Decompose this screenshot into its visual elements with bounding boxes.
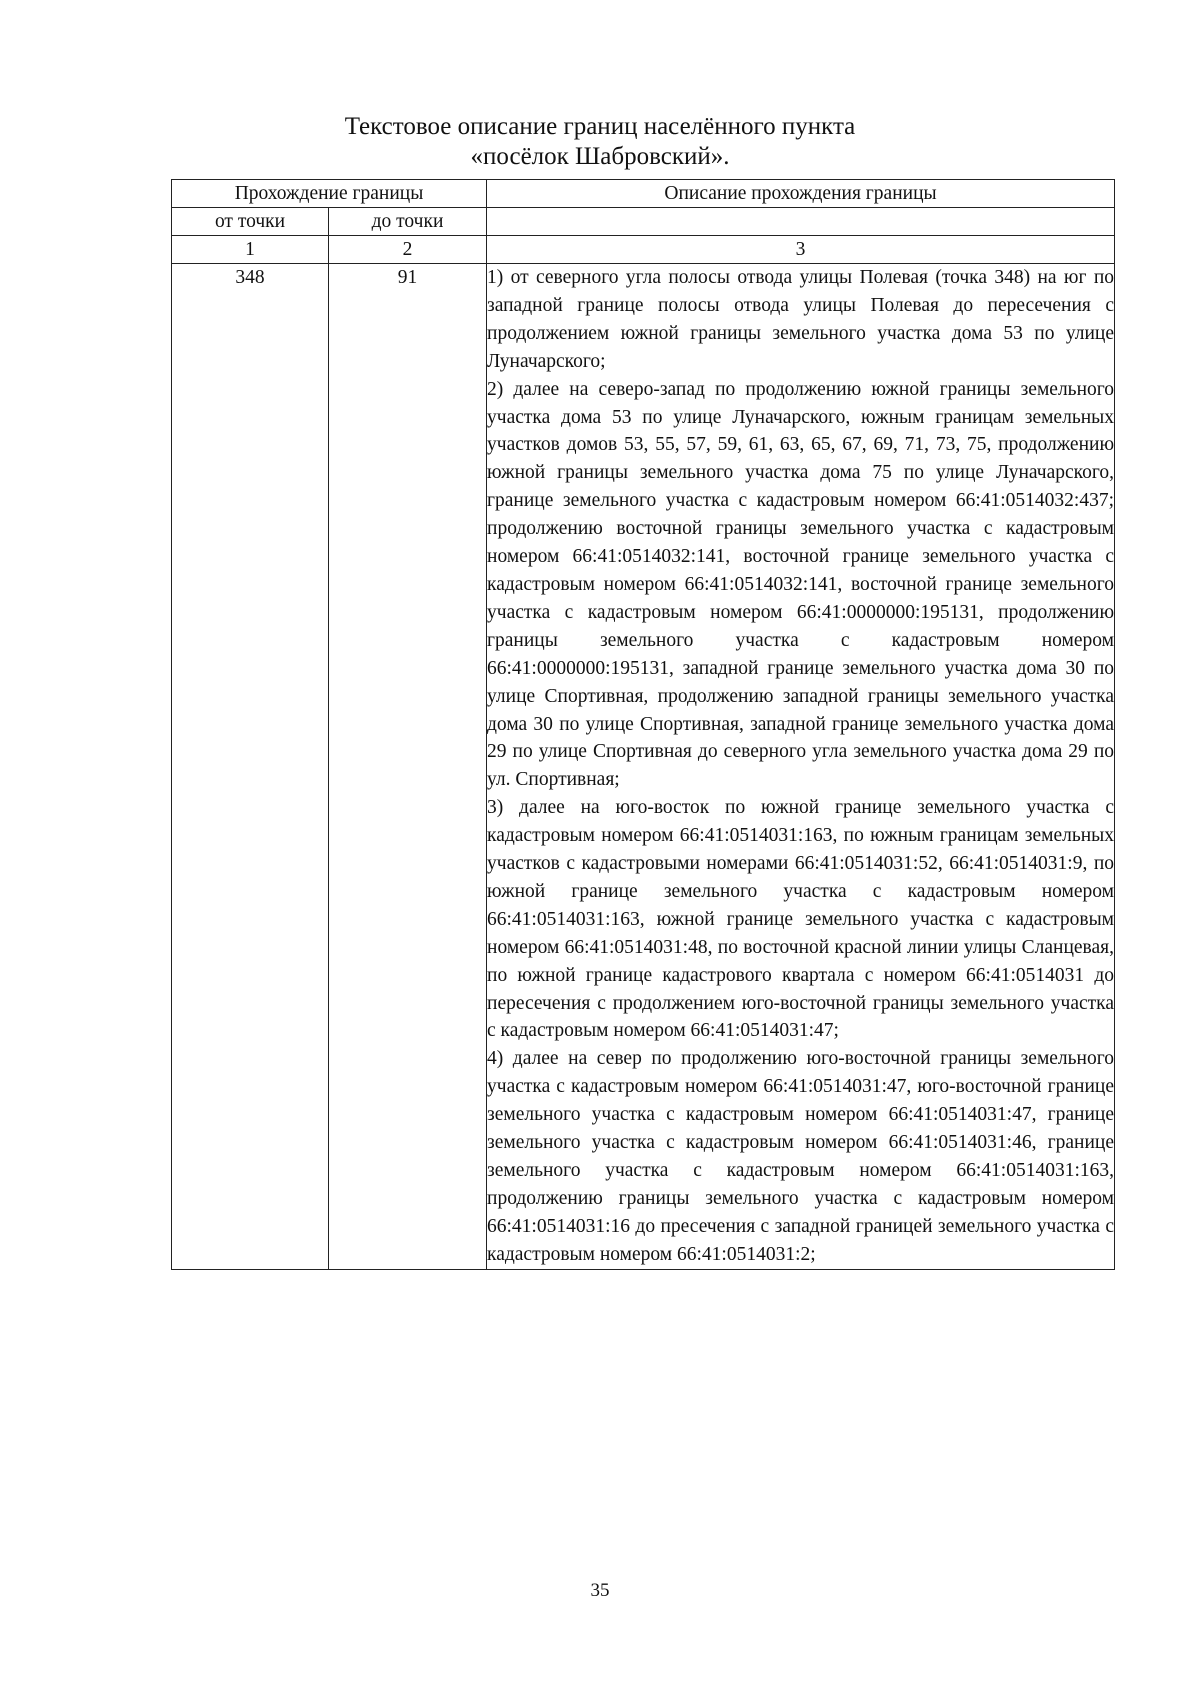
title-line-2: «посёлок Шабровский». xyxy=(470,143,730,170)
header-empty-cell xyxy=(487,208,1115,236)
boundary-table xyxy=(171,179,1115,1270)
page-number: 35 xyxy=(590,1580,610,1601)
boundary-description xyxy=(487,264,1115,1270)
column-number-1: 1 xyxy=(172,236,329,264)
header-from-point: от точки xyxy=(172,208,329,236)
description-paragraph-3: 3) далее на юго-восток по южной границе земельного участка с кадастровым номером 66:41:0514031:163, по южным границам земельных участков с кадастровыми номерами 66:41:0514031:52, 66:41:0514031:9, по южной границе земельного участка с кадастровым номером 66:41:0514031:163, южной границе земельного участка с кадастровым номером 66:41:0514031:48, по восточной красной линии улицы Сланцевая, по южной границе кадастрового квартала с номером 66:41:0514031 до пересечения с продолжением юго-восточной границы земельного участка с кадастровым номером 66:41:0514031:47; xyxy=(487,797,1115,1042)
column-numbers-row xyxy=(172,236,1115,264)
header-passage: Прохождение границы xyxy=(172,180,487,208)
column-number-2: 2 xyxy=(329,236,487,264)
to-point-value: 91 xyxy=(329,264,487,1270)
title-line-1: Текстовое описание границ населённого пункта xyxy=(344,113,856,140)
column-number-3: 3 xyxy=(487,236,1115,264)
description-paragraph-2: 2) далее на северо-запад по продолжению южной границы земельного участка дома 53 по улице Луначарского, южным границам земельных участков домов 53, 55, 57, 59, 61, 63, 65, 67, 69, 71, 73, 75, продолжению южной границы земельного участка дома 75 по улице Луначарского, границе земельного участка с кадастровым номером 66:41:0514032:437; продолжению восточной границы земельного участка с кадастровым номером 66:41:0514032:141, восточной границе земельного участка с кадастровым номером 66:41:0514032:141, восточной границе земельного участка с кадастровым номером 66:41:0000000:195131, продолжению границы земельного участка с кадастровым номером 66:41:0000000:195131, западной границе земельного участка дома 30 по улице Спортивная, продолжению западной границы земельного участка дома 30 по улице Спортивная, западной границе земельного участка дома 29 по улице Спортивная до северного угла земельного участка дома 29 по ул. Спортивная; xyxy=(487,378,1115,791)
table-row xyxy=(172,264,1115,1270)
description-paragraph-1: 1) от северного угла полосы отвода улицы Полевая (точка 348) на юг по западной границе полосы отвода улицы Полевая до пересечения с продолжением южной границы земельного участка дома 53 по улице Луначарского; xyxy=(487,267,1115,372)
header-row-1 xyxy=(172,180,1115,208)
header-to-point: до точки xyxy=(329,208,487,236)
description-paragraph-4: 4) далее на север по продолжению юго-восточной границы земельного участка с кадастровым номером 66:41:0514031:47, юго-восточной границе земельного участка с кадастровым номером 66:41:0514031:47, границе земельного участка с кадастровым номером 66:41:0514031:46, границе земельного участка с кадастровым номером 66:41:0514031:163, продолжению границы земельного участка с кадастровым номером 66:41:0514031:16 до пресечения с западной границей земельного участка с кадастровым номером 66:41:0514031:2; xyxy=(487,1048,1115,1265)
document-title xyxy=(0,112,1200,172)
header-description: Описание прохождения границы xyxy=(487,180,1115,208)
from-point-value: 348 xyxy=(172,264,329,1270)
header-row-2 xyxy=(172,208,1115,236)
